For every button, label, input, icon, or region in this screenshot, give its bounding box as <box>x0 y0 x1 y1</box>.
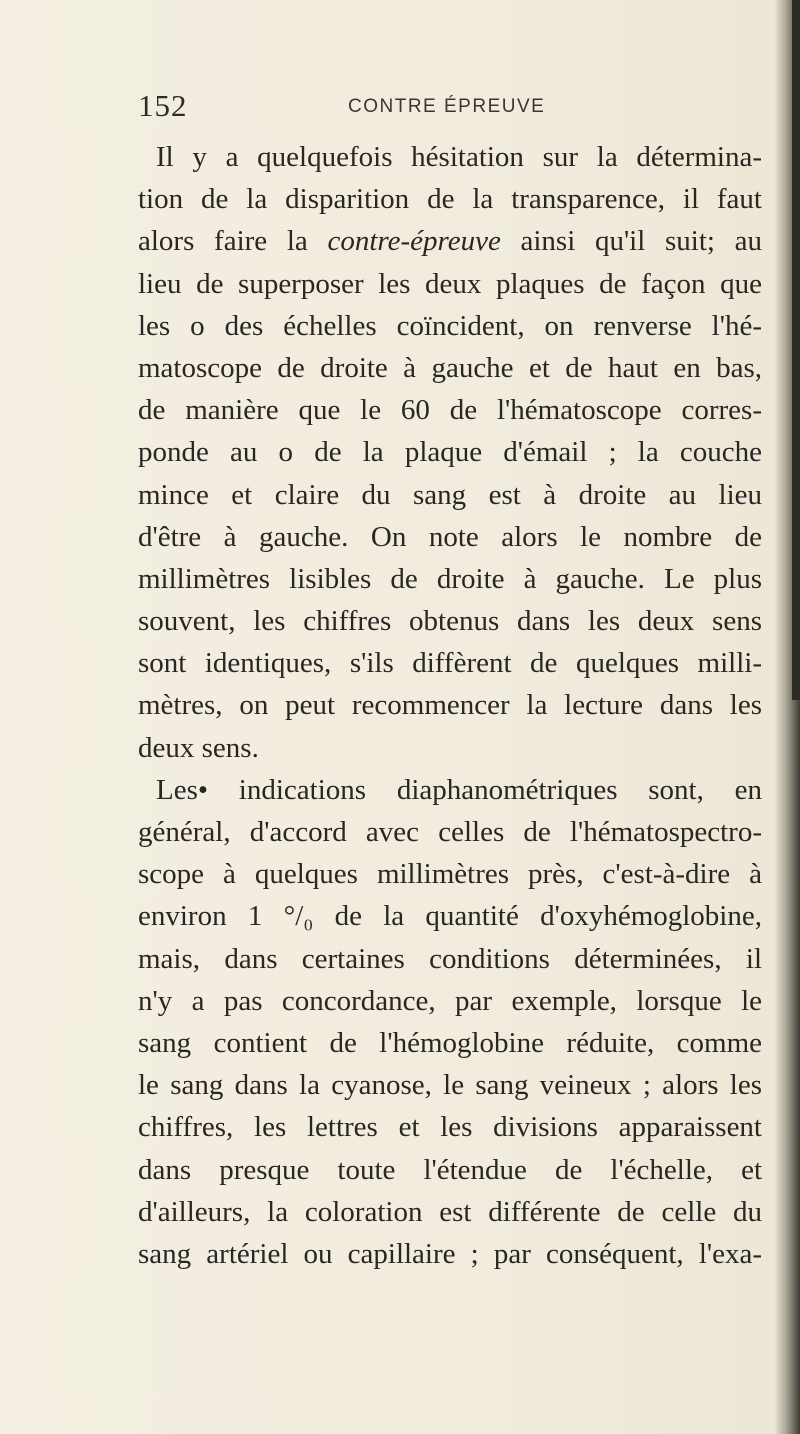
page-header <box>138 88 758 122</box>
text-line: dans presque toute l'étendue de l'échelle, et <box>138 1153 762 1186</box>
text-line: mais, dans certaines conditions déterminées, il <box>138 942 762 975</box>
italic-term: contre-épreuve <box>327 225 501 258</box>
text-line: deux sens. <box>138 731 259 764</box>
text-line: d'ailleurs, la coloration est différente de celle du <box>138 1195 762 1228</box>
text-line: de manière que le 60 de l'hématoscope corres- <box>138 394 762 427</box>
text-line: sang artériel ou capillaire ; par conséquent, l'exa- <box>138 1237 762 1270</box>
text-line: matoscope de droite à gauche et de haut en bas, <box>138 351 762 384</box>
text-line: lieu de superposer les deux plaques de façon que <box>138 267 762 300</box>
text-line: environ 1 °/₀ de la quantité d'oxyhémoglobine, <box>138 900 762 933</box>
text-line: sang contient de l'hémoglobine réduite, comme <box>138 1026 762 1059</box>
text-line: tion de la disparition de la transparence, il faut <box>138 183 762 216</box>
running-head: CONTRE ÉPREUVE <box>348 96 546 117</box>
text-line: millimètres lisibles de droite à gauche. Le plus <box>138 562 762 595</box>
text-line: chiffres, les lettres et les divisions apparaissent <box>138 1111 762 1144</box>
text-line: Les• indications diaphanométriques sont, en <box>156 773 762 806</box>
text-line: mince et claire du sang est à droite au lieu <box>138 478 762 511</box>
paragraph-2 <box>138 769 762 1275</box>
text-line: général, d'accord avec celles de l'hématospectro- <box>138 816 762 848</box>
text-line: le sang dans la cyanose, le sang veineux ; alors les <box>138 1069 762 1102</box>
paragraph-1 <box>138 136 762 769</box>
text-line: les o des échelles coïncident, on renverse l'hé- <box>138 309 762 342</box>
text-line: sont identiques, s'ils diffèrent de quelques milli- <box>138 647 762 680</box>
text-line: n'y a pas concordance, par exemple, lorsque le <box>138 984 762 1017</box>
text-line: ponde au o de la plaque d'émail ; la couche <box>138 436 762 469</box>
text-line: mètres, on peut recommencer la lecture dans les <box>138 689 762 722</box>
body-text <box>138 136 762 1275</box>
text-segment: alors faire la <box>138 225 328 258</box>
page-number: 152 <box>138 88 188 123</box>
text-line: souvent, les chiffres obtenus dans les deux sens <box>138 605 762 638</box>
text-line: scope à quelques millimètres près, c'est-à-dire à <box>138 858 762 891</box>
text-line: Il y a quelquefois hésitation sur la détermina- <box>156 141 762 173</box>
page-binding-edge <box>792 0 800 700</box>
text-line: d'être à gauche. On note alors le nombre de <box>138 520 762 553</box>
text-segment: ainsi qu'il suit; au <box>500 225 762 258</box>
text-line <box>138 220 762 262</box>
